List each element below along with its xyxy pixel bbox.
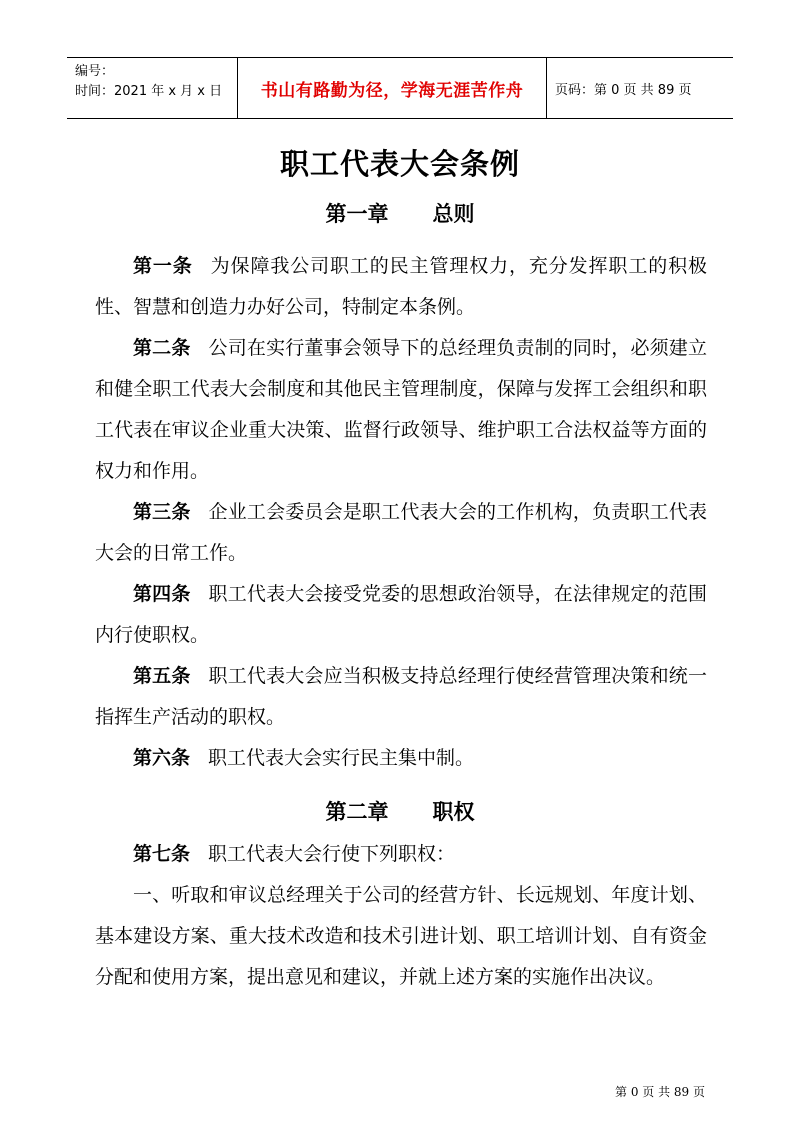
header-motto: 书山有路勤为径，学海无涯苦作舟 xyxy=(237,58,547,118)
chapter-number: 第一章 xyxy=(325,202,389,226)
article-text: 企业工会委员会是职工代表大会的工作机构，负责职工代表大会的日常工作。 xyxy=(95,501,707,564)
page-header xyxy=(67,57,733,119)
article-text: 职工代表大会接受党委的思想政治领导，在法律规定的范围内行使职权。 xyxy=(95,583,707,646)
clause-1: 一、听取和审议总经理关于公司的经营方针、长远规划、年度计划、基本建设方案、重大技术改造和技术引进计划、职工培训计划、自有资金分配和使用方案，提出意见和建议，并就上述方案的实施作出决议。 xyxy=(95,884,707,988)
article-text: 职工代表大会实行民主集中制。 xyxy=(208,747,475,769)
header-page-label: 页码：第 0 页 共 89 页 xyxy=(555,82,692,98)
chapter-name: 职权 xyxy=(432,800,475,824)
article-1 xyxy=(95,246,707,328)
chapter-number: 第二章 xyxy=(325,800,389,824)
chapter-heading-1 xyxy=(0,198,800,228)
article-6 xyxy=(95,738,707,779)
article-4 xyxy=(95,574,707,656)
page-footer: 第 0 页 共 89 页 xyxy=(615,1085,705,1099)
article-text: 职工代表大会应当积极支持总经理行使经营管理决策和统一指挥生产活动的职权。 xyxy=(95,665,707,728)
document-number-label: 编号： xyxy=(75,64,115,79)
chapter-name: 总则 xyxy=(432,202,475,226)
article-label: 第二条 xyxy=(133,337,191,359)
chapter-1-body xyxy=(95,246,707,779)
article-label: 第一条 xyxy=(133,255,193,277)
chapter-2-body xyxy=(95,834,707,998)
article-label: 第六条 xyxy=(133,747,191,769)
article-label: 第四条 xyxy=(133,583,191,605)
article-5 xyxy=(95,656,707,738)
article-7 xyxy=(95,834,707,875)
article-text: 职工代表大会行使下列职权： xyxy=(208,843,456,865)
article-text: 公司在实行董事会领导下的总经理负责制的同时，必须建立和健全职工代表大会制度和其他民主管理制度，保障与发挥工会组织和职工代表在审议企业重大决策、监督行政领导、维护职工合法权益等方面的权力和作用。 xyxy=(95,337,707,482)
article-2 xyxy=(95,328,707,492)
article-label: 第七条 xyxy=(133,843,191,865)
chapter-heading-2 xyxy=(0,796,800,826)
article-3 xyxy=(95,492,707,574)
article-label: 第三条 xyxy=(133,501,191,523)
document-title: 职工代表大会条例 xyxy=(279,147,520,181)
header-meta xyxy=(67,58,237,118)
article-text: 为保障我公司职工的民主管理权力，充分发挥职工的积极性、智慧和创造力办好公司，特制定本条例。 xyxy=(95,255,707,318)
article-label: 第五条 xyxy=(133,665,191,687)
document-time-label: 时间：2021 年 x 月 x 日 xyxy=(75,84,223,99)
